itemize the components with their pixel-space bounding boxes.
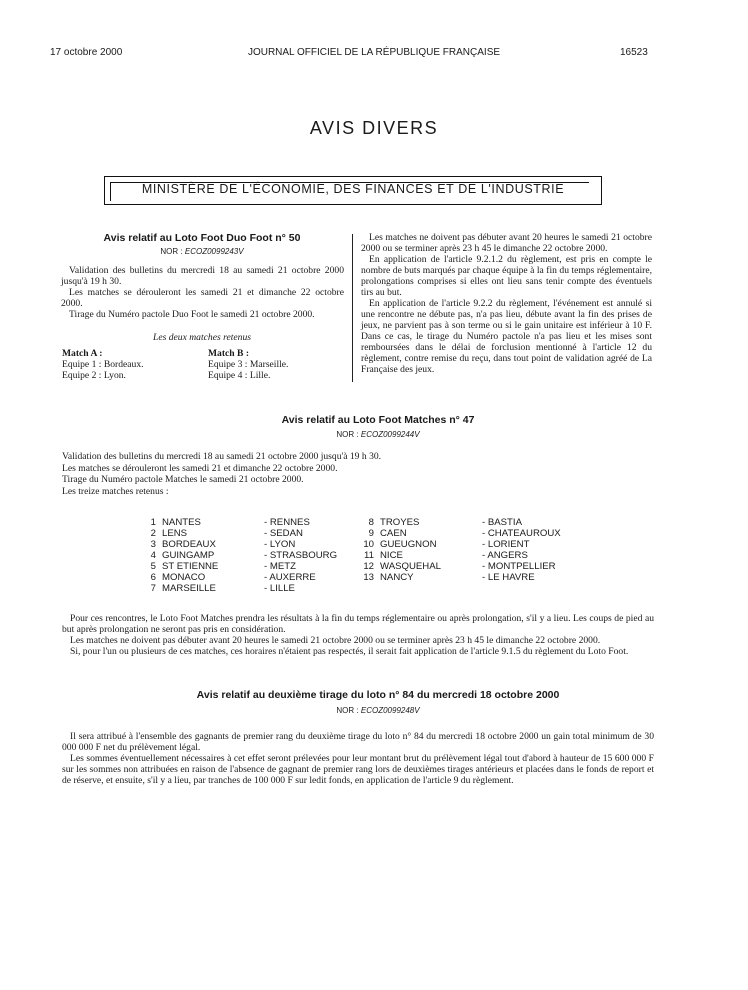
avis1-nor-code: ECOZ0099243V <box>184 247 244 256</box>
avis1-para-tirage: Tirage du Numéro pactole Duo Foot le samedi 21 octobre 2000. <box>69 309 315 320</box>
match-row <box>352 528 582 539</box>
avis2-closing-text <box>62 613 654 657</box>
match-home-team: MONACO <box>162 572 206 583</box>
match-number: 11 <box>364 550 374 561</box>
match-row <box>134 528 364 539</box>
match-row <box>352 517 582 528</box>
match-number: 6 <box>150 572 156 583</box>
match-b-label: Match B : <box>208 348 250 359</box>
avis3-nor <box>0 706 748 715</box>
header-journal: JOURNAL OFFICIEL DE LA RÉPUBLIQUE FRANÇAISE <box>247 47 501 58</box>
header-page-number: 16523 <box>620 47 648 58</box>
avis3-nor-label: NOR : <box>336 706 359 715</box>
match-row <box>134 572 364 583</box>
avis1-nor-label: NOR : <box>160 247 183 256</box>
match-away-team: - SEDAN <box>264 528 303 539</box>
match-row <box>134 583 364 594</box>
match-number: 2 <box>150 528 156 539</box>
avis2-line-retenus: Les treize matches retenus : <box>62 485 169 497</box>
avis1-para-article-9212: En application de l'article 9.2.1.2 du règlement, est pris en compte le nombre de buts marqués par chaque équipe à la fin du temps réglementaire, prolongations comprises si elles ont lieu sans tenir compte des éventuels tirs au but. <box>361 254 652 298</box>
avis1-retenus: Les deux matches retenus <box>153 332 251 343</box>
avis3-para-sommes: Les sommes éventuellement nécessaires à cet effet seront prélevées pour leur montant brut du prélèvement légal tout d'abord à hauteur de 15 600 000 F sur les sommes non attribuées en raison de l'absence de gagnant de premier rang lors de deuxièmes tirages antérieurs et placées dans le fonds de report et de réserve, et ensuite, s'il y a lieu, par tranches de 100 000 F sur ledit fonds, en application de l'article 9 du règlement. <box>62 753 654 786</box>
match-home-team: BORDEAUX <box>162 539 216 550</box>
avis1-left-text <box>61 265 344 320</box>
match-home-team: GUINGAMP <box>162 550 215 561</box>
avis1-para-article-922: En application de l'article 9.2.2 du règlement, l'événement est annulé si une rencontre ne débute pas, n'a pas lieu, débute avant la fin des prises de jeux, ne parvient pas à son terme ou si le gain unitaire est inférieur à 10 F. Dans ce cas, le tirage du Numéro pactole n'a pas lieu et les mises sont remboursées dans le délai de forclusion mentionné à l'article 12 du règlement, contre remise du reçu, dans tout point de validation agréé de La Française des jeux. <box>361 298 652 375</box>
match-row <box>352 572 582 583</box>
match-away-team: - CHATEAUROUX <box>482 528 561 539</box>
page-title: AVIS DIVERS <box>309 118 439 138</box>
avis1-para-matches: Les matches se dérouleront les samedi 21 et dimanche 22 octobre 2000. <box>61 287 344 309</box>
match-number: 1 <box>150 517 156 528</box>
match-home-team: MARSEILLE <box>162 583 216 594</box>
match-a-team-2: Equipe 2 : Lyon. <box>62 370 126 381</box>
match-number: 10 <box>363 539 374 550</box>
avis2-para-resultats: Pour ces rencontres, le Loto Foot Matches prendra les résultats à la fin du temps réglementaire ou après prolongation, s'il y a lieu. Les coups de pied au but après prolongation ne seront pas pris en considération. <box>62 613 654 635</box>
match-number: 12 <box>363 561 374 572</box>
avis2-intro <box>62 451 381 497</box>
avis1-match-a <box>62 348 144 381</box>
ministry-heading: MINISTÈRE DE L'ÉCONOMIE, DES FINANCES ET DE L'INDUSTRIE <box>141 182 565 196</box>
match-row <box>352 550 582 561</box>
avis1-title: Avis relatif au Loto Foot Duo Foot n° 50 <box>103 232 301 244</box>
match-home-team: LENS <box>162 528 188 539</box>
match-row <box>134 550 364 561</box>
match-number: 5 <box>150 561 156 572</box>
match-b-team-3: Equipe 3 : Marseille. <box>208 359 289 370</box>
avis2-nor <box>0 430 748 439</box>
match-away-team: - BASTIA <box>482 517 522 528</box>
match-home-team: NICE <box>380 550 403 561</box>
avis1-right-text <box>361 232 652 375</box>
avis1-nor <box>60 247 344 256</box>
avis1-para-validation: Validation des bulletins du mercredi 18 au samedi 21 octobre 2000 jusqu'à 19 h 30. <box>61 265 344 287</box>
match-number: 7 <box>150 583 156 594</box>
match-away-team: - MONTPELLIER <box>482 561 556 572</box>
matches-table-left <box>134 517 364 594</box>
column-rule <box>352 234 353 382</box>
avis2-line-validation: Validation des bulletins du mercredi 18 au samedi 21 octobre 2000 jusqu'à 19 h 30. <box>62 451 382 462</box>
match-home-team: TROYES <box>380 517 420 528</box>
match-home-team: CAEN <box>380 528 407 539</box>
avis2-title: Avis relatif au Loto Foot Matches n° 47 <box>281 414 475 426</box>
avis3-para-gain: Il sera attribué à l'ensemble des gagnants de premier rang du deuxième tirage du loto n° 84 du mercredi 18 octobre 2000 un gain total minimum de 30 000 000 F net du prélèvement légal. <box>62 731 654 753</box>
match-row <box>134 561 364 572</box>
match-home-team: ST ETIENNE <box>162 561 219 572</box>
match-number: 3 <box>150 539 156 550</box>
match-b-team-4: Equipe 4 : Lille. <box>208 370 271 381</box>
match-number: 8 <box>368 517 374 528</box>
avis2-para-horaires: Les matches ne doivent pas débuter avant 20 heures le samedi 21 octobre 2000 ou se terminer après 23 h 45 le dimanche 22 octobre 2000. <box>70 635 601 646</box>
match-away-team: - METZ <box>264 561 296 572</box>
match-home-team: NANTES <box>162 517 201 528</box>
match-number: 13 <box>363 572 374 583</box>
avis2-line-matches: Les matches se dérouleront les samedi 21 et dimanche 22 octobre 2000. <box>62 462 338 474</box>
match-away-team: - STRASBOURG <box>264 550 338 561</box>
matches-table-right <box>352 517 582 583</box>
avis1-match-b <box>208 348 288 381</box>
match-away-team: - LYON <box>264 539 296 550</box>
avis3-text <box>62 731 654 786</box>
match-row <box>134 539 364 550</box>
match-home-team: NANCY <box>380 572 414 583</box>
match-a-label: Match A : <box>62 348 103 359</box>
match-away-team: - LORIENT <box>482 539 530 550</box>
match-row <box>352 539 582 550</box>
header-date: 17 octobre 2000 <box>50 47 123 58</box>
match-away-team: - ANGERS <box>482 550 528 561</box>
match-away-team: - RENNES <box>264 517 310 528</box>
avis3-title: Avis relatif au deuxième tirage du loto n° 84 du mercredi 18 octobre 2000 <box>196 689 560 701</box>
match-away-team: - AUXERRE <box>264 572 316 583</box>
match-away-team: - LILLE <box>264 583 295 594</box>
avis2-nor-label: NOR : <box>336 430 359 439</box>
avis2-nor-code: ECOZ0099244V <box>360 430 420 439</box>
match-home-team: WASQUEHAL <box>380 561 441 572</box>
match-row <box>134 517 364 528</box>
avis3-nor-code: ECOZ0099248V <box>360 706 420 715</box>
match-away-team: - LE HAVRE <box>482 572 535 583</box>
avis1-para-horaires: Les matches ne doivent pas débuter avant 20 heures le samedi 21 octobre 2000 ou se terminer après 23 h 45 le dimanche 22 octobre 2000. <box>361 232 652 254</box>
avis2-para-reglement: Si, pour l'un ou plusieurs de ces matches, ces horaires n'étaient pas respectés, il serait fait application de l'article 9.1.5 du règlement du Loto Foot. <box>70 646 629 657</box>
match-home-team: GUEUGNON <box>380 539 437 550</box>
match-row <box>352 561 582 572</box>
match-number: 9 <box>368 528 374 539</box>
match-a-team-1: Equipe 1 : Bordeaux. <box>62 359 144 370</box>
match-number: 4 <box>150 550 156 561</box>
avis2-line-tirage: Tirage du Numéro pactole Matches le samedi 21 octobre 2000. <box>62 474 304 485</box>
